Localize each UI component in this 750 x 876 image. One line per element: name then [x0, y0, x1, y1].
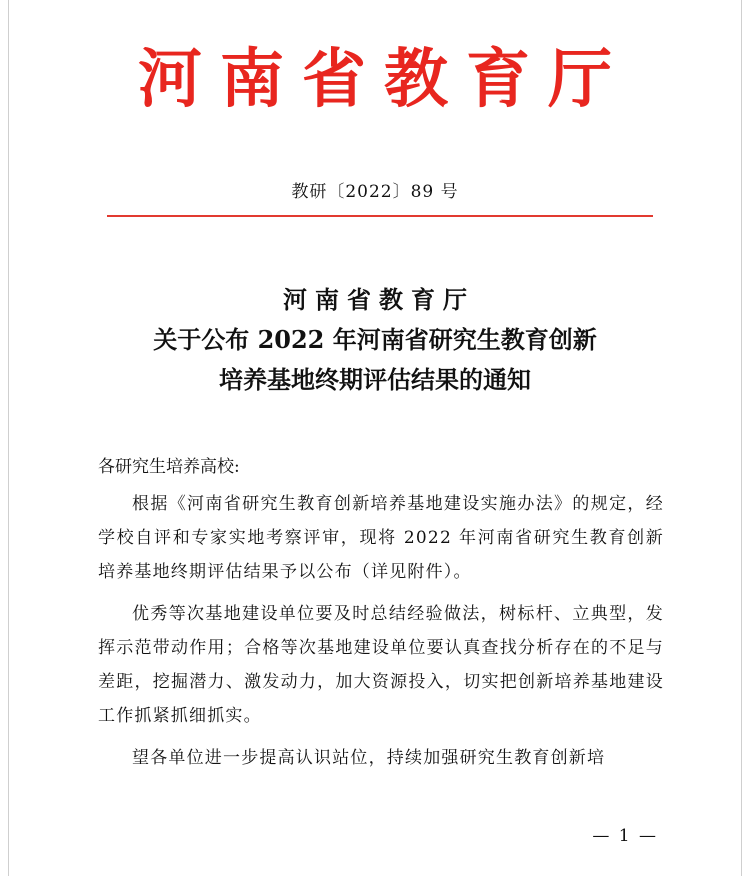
red-divider-line [107, 215, 653, 217]
body-paragraph-2: 优秀等次基地建设单位要及时总结经验做法，树标杆、立典型，发挥示范带动作用；合格等次基地建设单位要认真查找分析存在的不足与差距，挖掘潜力、激发动力，加大资源投入，切实把创新培养基地建设工作抓紧抓细抓实。 [98, 604, 664, 726]
body-paragraph-1: 根据《河南省研究生教育创新培养基地建设实施办法》的规定，经学校自评和专家实地考察评审，现将 2022 年河南省研究生教育创新培养基地终期评估结果予以公布（详见附件）。 [98, 494, 664, 582]
document-number: 教研〔2022〕89 号 [291, 182, 459, 202]
page-number: — 1 — [592, 826, 658, 846]
title-line-1: 河南省教育厅 [283, 285, 475, 314]
document-title [0, 280, 750, 400]
title-line-2: 关于公布 2022 年河南省研究生教育创新 [153, 325, 597, 354]
body-paragraph-3: 望各单位进一步提高认识站位，持续加强研究生教育创新培 [132, 748, 606, 768]
body-text [98, 487, 664, 783]
page-edge-right [741, 0, 742, 876]
salutation: 各研究生培养高校: [98, 457, 240, 477]
page-edge-left [8, 0, 9, 876]
masthead-title: 河南省教育厅 [138, 42, 630, 117]
title-line-3: 培养基地终期评估结果的通知 [219, 365, 531, 394]
